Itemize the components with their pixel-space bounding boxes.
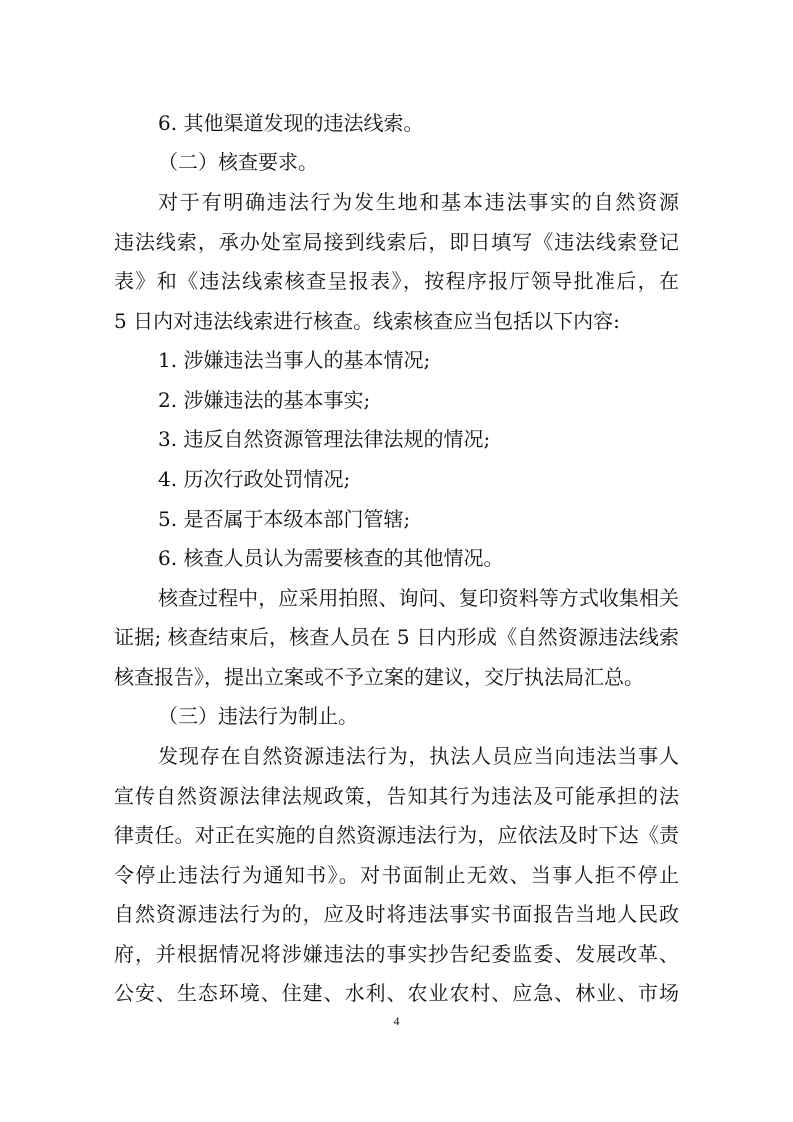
- list-item: 1. 涉嫌违法当事人的基本情况;: [158, 348, 431, 372]
- page-number: 4: [393, 1014, 400, 1028]
- list-item: 5. 是否属于本级本部门管辖;: [158, 507, 411, 531]
- section-heading: （二）核查要求。: [158, 150, 318, 174]
- paragraph-line: 令停止违法行为通知书》。对书面制止无效、当事人拒不停止: [114, 863, 679, 887]
- paragraph-line: 核查报告》，提出立案或不予立案的建议，交厅执法局汇总。: [114, 665, 644, 689]
- paragraph-line: 核查过程中，应采用拍照、询问、复印资料等方式收集相关: [158, 586, 679, 610]
- list-item: 6. 其他渠道发现的违法线索。: [158, 111, 424, 135]
- section-heading: （三）违法行为制止。: [158, 704, 358, 728]
- paragraph-line: 公安、生态环境、住建、水利、农业农村、应急、林业、市场: [114, 981, 679, 1005]
- list-item: 4. 历次行政处罚情况;: [158, 467, 351, 491]
- paragraph-line: 对于有明确违法行为发生地和基本违法事实的自然资源: [158, 190, 679, 214]
- paragraph-line: 证据; 核查结束后，核查人员在 5 日内形成《自然资源违法线索: [114, 625, 679, 649]
- list-item: 6. 核查人员认为需要核查的其他情况。: [158, 546, 504, 570]
- paragraph-line: 表》和《违法线索核查呈报表》，按程序报厅领导批准后，在: [114, 269, 679, 293]
- paragraph-line: 律责任。对正在实施的自然资源违法行为，应依法及时下达《责: [114, 823, 679, 847]
- paragraph-line: 府，并根据情况将涉嫌违法的事实抄告纪委监委、发展改革、: [114, 942, 679, 966]
- paragraph-line: 自然资源违法行为的，应及时将违法事实书面报告当地人民政: [114, 902, 679, 926]
- paragraph-line: 宣传自然资源法律法规政策，告知其行为违法及可能承担的法: [114, 784, 679, 808]
- paragraph-line: 5 日内对违法线索进行核查。线索核查应当包括以下内容:: [114, 309, 620, 333]
- paragraph-line: 违法线索，承办处室局接到线索后，即日填写《违法线索登记: [114, 230, 679, 254]
- paragraph-line: 发现存在自然资源违法行为，执法人员应当向违法当事人: [158, 744, 679, 768]
- list-item: 3. 违反自然资源管理法律法规的情况;: [158, 427, 491, 451]
- list-item: 2. 涉嫌违法的基本事实;: [158, 388, 371, 412]
